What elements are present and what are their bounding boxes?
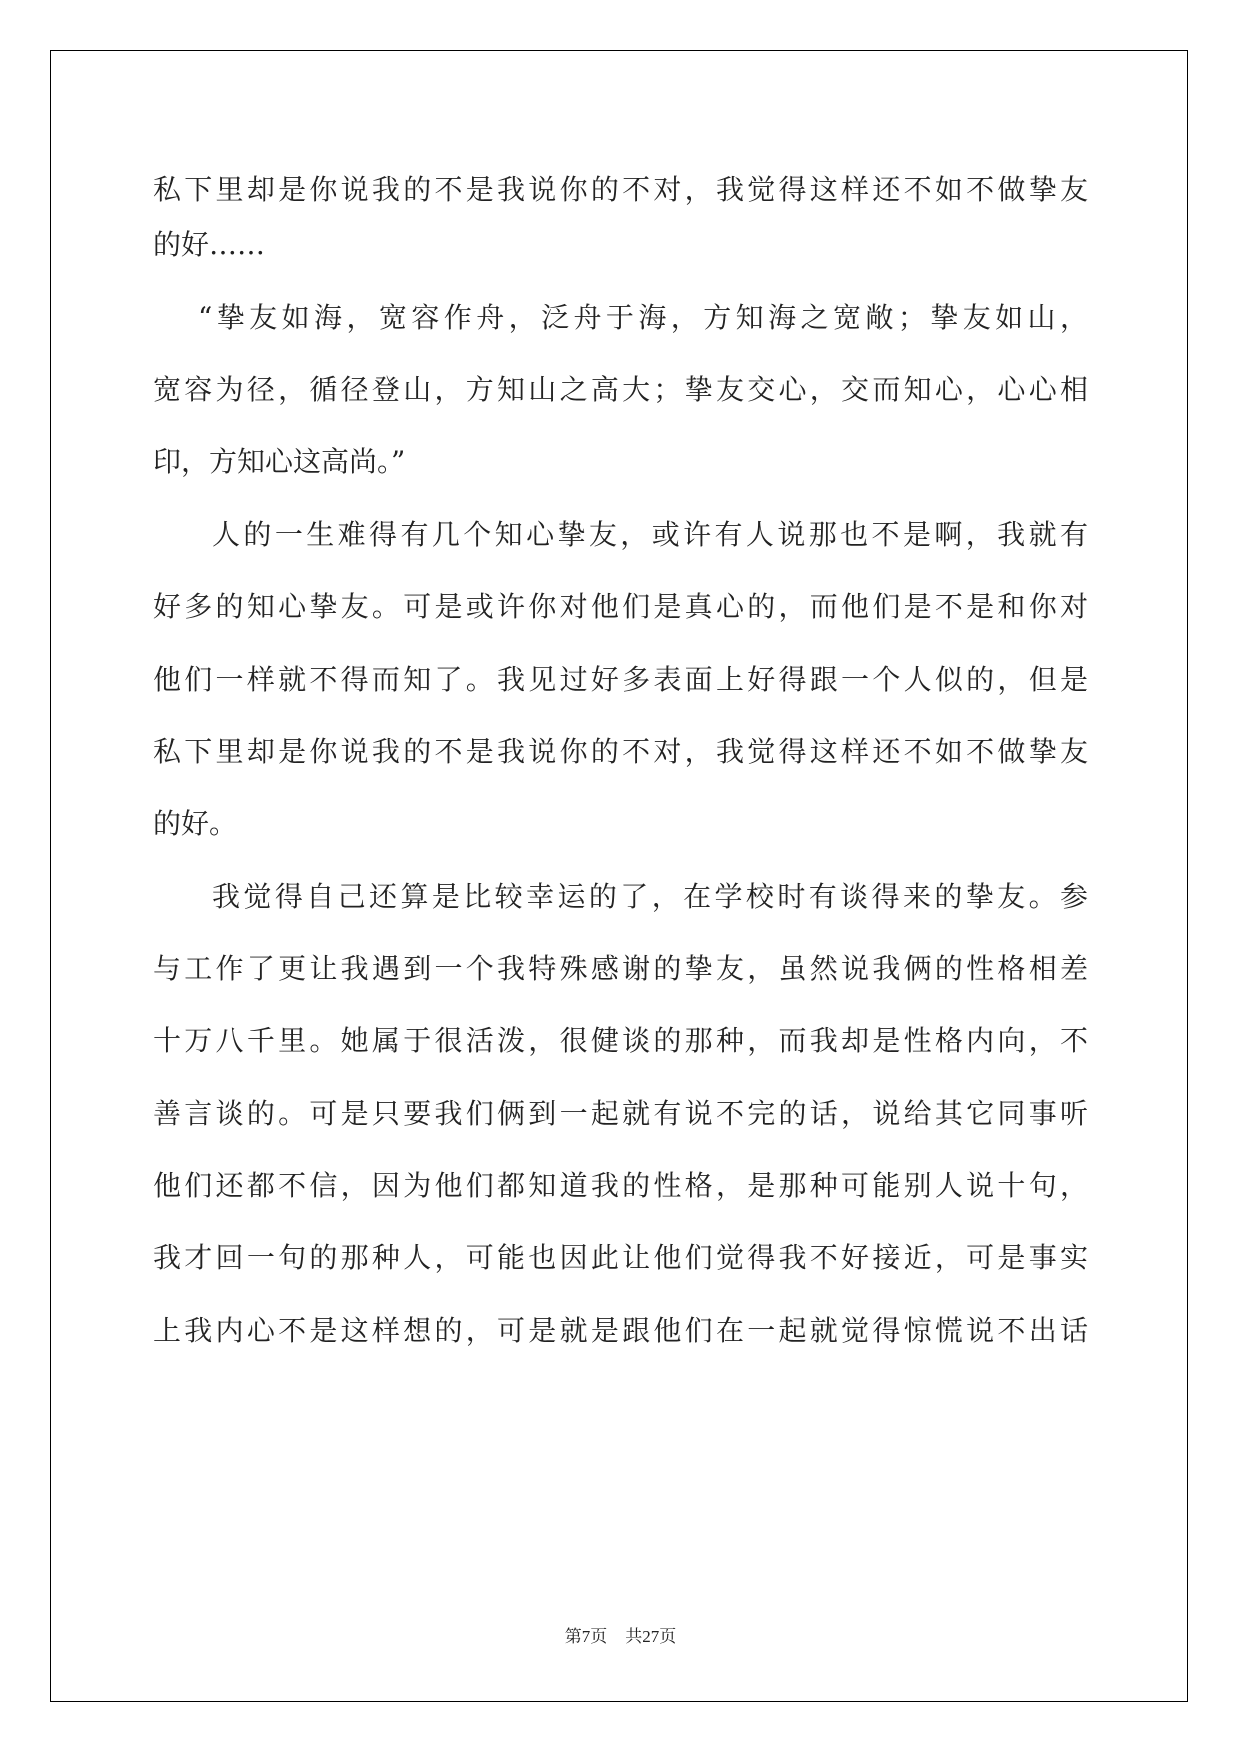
text-line: 私下里却是你说我的不是我说你的不对，我觉得这样还不如不做挚友 bbox=[153, 173, 1088, 206]
text-line: 与工作了更让我遇到一个我特殊感谢的挚友，虽然说我俩的性格相差 bbox=[153, 952, 1088, 985]
text-line: 他们一样就不得而知了。我见过好多表面上好得跟一个人似的，但是 bbox=[153, 663, 1088, 696]
text-line: 上我内心不是这样想的，可是就是跟他们在一起就觉得惊慌说不出话 bbox=[153, 1314, 1088, 1347]
text-line: 人的一生难得有几个知心挚友，或许有人说那也不是啊，我就有 bbox=[212, 518, 1088, 551]
text-line: 的好。 bbox=[153, 807, 238, 840]
text-line: 我觉得自己还算是比较幸运的了，在学校时有谈得来的挚友。参 bbox=[212, 880, 1088, 913]
page-footer bbox=[0, 1622, 1241, 1647]
text-line: 宽容为径，循径登山，方知山之高大；挚友交心，交而知心，心心相 bbox=[153, 373, 1088, 406]
text-line: 的好…… bbox=[153, 228, 266, 261]
text-line: 十万八千里。她属于很活泼，很健谈的那种，而我却是性格内向，不 bbox=[153, 1024, 1088, 1057]
text-line: 善言谈的。可是只要我们俩到一起就有说不完的话，说给其它同事听 bbox=[153, 1097, 1088, 1130]
page-number: 第7页 bbox=[564, 1627, 608, 1646]
text-line: 他们还都不信，因为他们都知道我的性格，是那种可能别人说十句， bbox=[153, 1169, 1088, 1202]
page-border bbox=[50, 50, 1188, 1702]
page-total: 共27页 bbox=[625, 1627, 677, 1646]
text-line: 私下里却是你说我的不是我说你的不对，我觉得这样还不如不做挚友 bbox=[153, 735, 1088, 768]
text-line: 印，方知心这高尚。” bbox=[153, 445, 406, 478]
text-line: “挚友如海，宽容作舟，泛舟于海，方知海之宽敞；挚友如山， bbox=[198, 301, 1088, 334]
text-line: 好多的知心挚友。可是或许你对他们是真心的，而他们是不是和你对 bbox=[153, 590, 1088, 623]
text-line: 我才回一句的那种人，可能也因此让他们觉得我不好接近，可是事实 bbox=[153, 1241, 1088, 1274]
